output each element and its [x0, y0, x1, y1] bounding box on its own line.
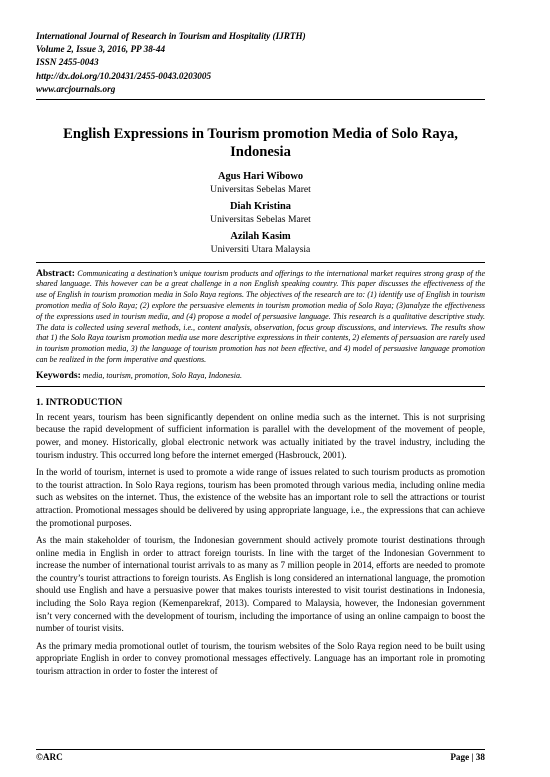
paragraph: As the main stakeholder of tourism, the Indonesian government should actively promote tourist destinations through online media in English in order to attract foreign tourists. In line with the target of the Indonesian Government to increase the number of international tourist arrivals to as many as 7 million people in 2014, efforts are needed to promote the country’s tourist attractions to foreign tourists. As English is long considered an international language, the promotion should use English and have a persuasive power that makes tourists interested to visit tourist destinations in Indonesia, including the Solo Raya region (Kemenparekraf, 2013). Compared to Malaysia, however, the Indonesian government isn’t very concerned with the development of tourism, including the importance of using an online campaign to boost the number of tourist visits. [36, 535, 485, 634]
abstract-label: Abstract: [36, 267, 75, 279]
abstract-top-rule [36, 262, 485, 263]
journal-issn: ISSN 2455-0043 [36, 57, 99, 68]
journal-issue: Volume 2, Issue 3, 2016, PP 38-44 [36, 44, 166, 55]
journal-doi[interactable]: http://dx.doi.org/10.20431/2455-0043.0203005 [36, 70, 212, 81]
abstract-bottom-rule [36, 386, 485, 387]
paragraph: In recent years, tourism has been significantly dependent on online media such as the internet. This is not surprising because the rapid development of sufficient information is parallel with the development of the movement of people, power, and money. Historically, global electronic network was actually initiated by the travel industry, including the tourism industry. This occurred long before the internet emerged (Hasbrouck, 2001). [36, 411, 485, 460]
paper-page [36, 30, 485, 683]
author-affiliation: Universitas Sebelas Maret [210, 213, 311, 225]
footer-rule [36, 749, 485, 750]
author-affiliation: Universiti Utara Malaysia [210, 243, 311, 255]
abstract-text: Communicating a destination’s unique tourism products and offerings to the international market requires strong grasp of the shared language. This however can be a great challenge in a non English speaking country. This paper discusses the effectiveness of the use of English in tourism promotion media in Solo Raya regions. The objectives of the research are to: (1) identify use of English in tourism promotion media of Solo Raya; (2) explore the persuasive elements in tourism promotion media of Solo Raya; (3)analyze the effectiveness of the expressions used in tourism media, and (4) propose a model of persuasive language. This research is a qualitative descriptive study. The data is collected using several methods, i.e., content analysis, observation, focus group discussions, and interviews. The results show that 1) the Solo Raya tourism promotion media use more descriptive expressions in their contents, 2) elements of persuasion are rarely used in tourism promotion media, 3) the language of tourism promotion has not been effective, and 4) model of persuasive language promotion can be realized in the form imperative and questions. [36, 268, 486, 364]
paragraph: As the primary media promotional outlet of tourism, the tourism websites of the Solo Raya region need to be built using appropriate English in order to convey promotional messages effectively. Language has an important role in promoting tourism attraction in order to foster the interest of [36, 640, 485, 677]
author-name: Azilah Kasim [230, 231, 291, 243]
keywords-label: Keywords: [36, 369, 81, 381]
paragraph: In the world of tourism, internet is used to promote a wide range of issues related to such tourism products as promotion to the tourist attraction. In Solo Raya regions, tourism has been promoted through various media, including online media such as websites on the internet. Thus, the existence of the website has an important role to sell the attractions or tourist attraction. Promotional messages should be delivered by using appropriate language, i.e., the expressions that can achieve the promotional purposes. [36, 467, 485, 528]
paper-title [36, 125, 485, 161]
journal-site[interactable]: www.arcjournals.org [36, 83, 116, 94]
header-rule [36, 99, 485, 100]
page-number: Page | 38 [450, 752, 485, 762]
section-heading: 1. INTRODUCTION [36, 396, 123, 408]
author [36, 201, 485, 226]
author-affiliation: Universitas Sebelas Maret [210, 183, 311, 195]
author-name: Agus Hari Wibowo [217, 171, 304, 183]
abstract [36, 269, 485, 366]
author [36, 171, 485, 196]
title-line-2: Indonesia [230, 144, 291, 161]
author [36, 231, 485, 256]
body-text [36, 411, 485, 678]
keywords-text: media, tourism, promotion, Solo Raya, Indonesia. [82, 370, 243, 380]
author-list [36, 171, 485, 257]
footer-copyright: ©ARC [36, 752, 63, 762]
journal-name: International Journal of Research in Tourism and Hospitality (IJRTH) [36, 31, 306, 41]
author-name: Diah Kristina [230, 201, 291, 213]
page-footer [36, 752, 485, 762]
keywords [36, 370, 485, 381]
journal-header [36, 30, 485, 96]
title-line-1: English Expressions in Tourism promotion Media of Solo Raya, [63, 126, 458, 143]
